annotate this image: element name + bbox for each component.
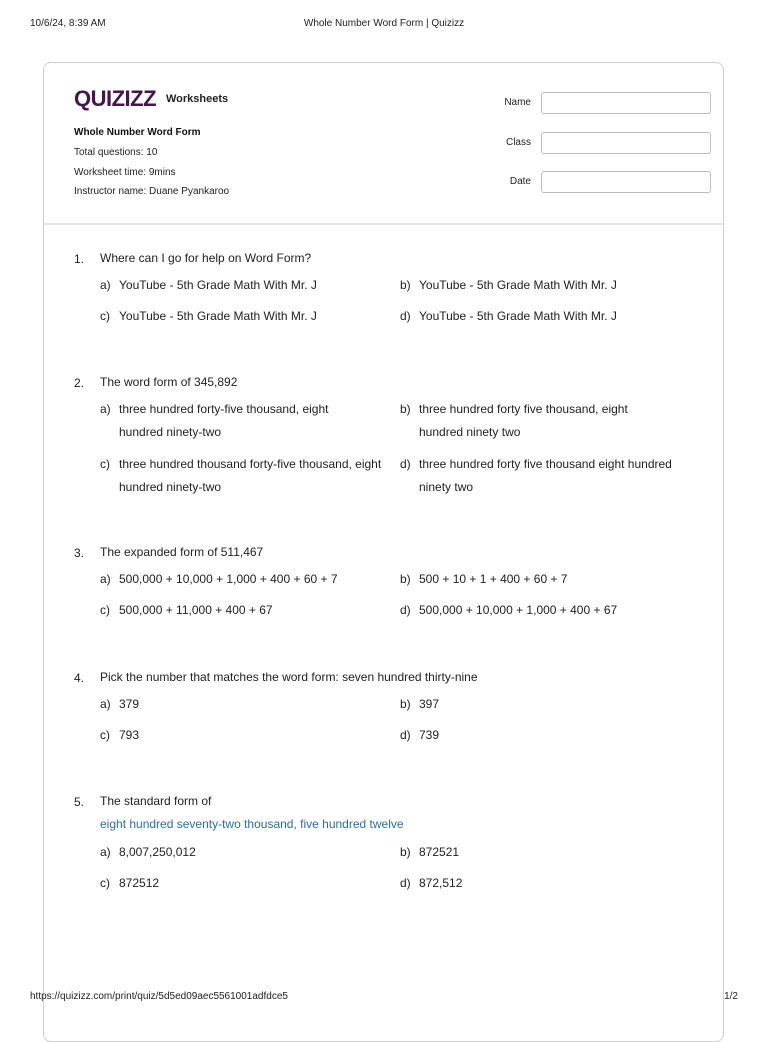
option-b <box>400 274 696 297</box>
date-input[interactable] <box>541 171 711 193</box>
option-letter: c) <box>100 876 110 890</box>
worksheet-card <box>43 62 724 1042</box>
option-text: 500,000 + 10,000 + 1,000 + 400 + 60 + 7 <box>119 572 338 586</box>
question-text: Pick the number that matches the word form: seven hundred thirty-nine <box>100 670 478 684</box>
class-label: Class <box>505 137 531 148</box>
option-text: YouTube - 5th Grade Math With Mr. J <box>119 309 317 323</box>
option-letter: d) <box>400 309 411 323</box>
option-b <box>400 693 696 716</box>
question-text: The expanded form of 511,467 <box>100 545 264 559</box>
option-a <box>100 568 380 591</box>
option-text: 739 <box>419 728 440 742</box>
option-letter: b) <box>400 845 411 859</box>
class-field-group <box>483 132 693 154</box>
name-label: Name <box>504 97 531 108</box>
instructor-name: Instructor name: Duane Pyankaroo <box>74 186 230 197</box>
question-text: Where can I go for help on Word Form? <box>100 251 312 265</box>
question-text <box>100 790 690 836</box>
option-b <box>400 568 696 591</box>
option-letter: c) <box>100 457 110 471</box>
class-input[interactable] <box>541 132 711 154</box>
option-text: 500,000 + 10,000 + 1,000 + 400 + 67 <box>419 603 618 617</box>
option-letter: c) <box>100 603 110 617</box>
option-letter: d) <box>400 876 411 890</box>
print-footer <box>0 991 768 1005</box>
option-text: 397 <box>419 697 440 711</box>
option-letter: d) <box>400 728 411 742</box>
option-letter: a) <box>100 572 111 586</box>
option-text: YouTube - 5th Grade Math With Mr. J <box>419 309 617 323</box>
option-b <box>400 841 696 864</box>
option-d <box>400 724 696 747</box>
name-field-group <box>483 92 693 114</box>
option-a <box>100 398 362 444</box>
option-c <box>100 599 380 622</box>
option-d <box>400 872 696 895</box>
option-text: 500 + 10 + 1 + 400 + 60 + 7 <box>419 572 568 586</box>
worksheet-header <box>44 63 723 225</box>
svg-text:QUIZIZZ: QUIZIZZ <box>74 86 157 111</box>
option-letter: b) <box>400 572 411 586</box>
option-text: three hundred forty five thousand, eight hundred ninety two <box>419 402 628 439</box>
date-field-group <box>483 171 693 193</box>
question-number: 5. <box>74 795 85 809</box>
brand <box>74 85 228 111</box>
option-text: YouTube - 5th Grade Math With Mr. J <box>419 278 617 292</box>
question-number: 2. <box>74 376 85 390</box>
option-letter: b) <box>400 402 411 416</box>
total-questions: Total questions: 10 <box>74 147 158 158</box>
worksheet-title: Whole Number Word Form <box>74 127 201 138</box>
option-text: 8,007,250,012 <box>119 845 196 859</box>
print-datetime: 10/6/24, 8:39 AM <box>30 18 106 29</box>
option-text: 500,000 + 11,000 + 400 + 67 <box>119 603 273 617</box>
question-text-main: The standard form of <box>100 794 212 808</box>
option-letter: d) <box>400 457 411 471</box>
print-page-indicator: 1/2 <box>724 991 738 1002</box>
option-letter: a) <box>100 402 111 416</box>
option-letter: a) <box>100 845 111 859</box>
option-text: three hundred thousand forty-five thousand, eight hundred ninety-two <box>119 457 382 494</box>
option-c <box>100 305 380 328</box>
option-letter: b) <box>400 278 411 292</box>
option-text: three hundred forty-five thousand, eight hundred ninety-two <box>119 402 329 439</box>
option-text: 872521 <box>419 845 460 859</box>
option-c <box>100 872 380 895</box>
name-input[interactable] <box>541 92 711 114</box>
option-text: 793 <box>119 728 140 742</box>
print-url: https://quizizz.com/print/quiz/5d5ed09aec5561001adfdce5 <box>30 991 288 1002</box>
option-text: YouTube - 5th Grade Math With Mr. J <box>119 278 317 292</box>
option-text: 872,512 <box>419 876 463 890</box>
option-a <box>100 693 380 716</box>
option-letter: c) <box>100 309 110 323</box>
option-d <box>400 453 696 499</box>
question-text-accent: eight hundred seventy-two thousand, five hundred twelve <box>100 817 404 831</box>
option-d <box>400 305 696 328</box>
option-letter: b) <box>400 697 411 711</box>
print-header <box>0 18 768 32</box>
logo-subtitle: Worksheets <box>166 93 229 105</box>
question-number: 1. <box>74 252 85 266</box>
option-text: three hundred forty five thousand eight hundred ninety two <box>419 457 672 494</box>
option-c <box>100 453 390 499</box>
option-a <box>100 274 380 297</box>
option-letter: d) <box>400 603 411 617</box>
option-letter: a) <box>100 697 111 711</box>
print-page-title: Whole Number Word Form | Quizizz <box>303 18 465 29</box>
question-number: 3. <box>74 546 85 560</box>
option-letter: a) <box>100 278 111 292</box>
quizizz-logo <box>74 85 160 111</box>
question-text: The word form of 345,892 <box>100 375 238 389</box>
option-text: 379 <box>119 697 140 711</box>
option-c <box>100 724 380 747</box>
option-letter: c) <box>100 728 110 742</box>
question-number: 4. <box>74 671 85 685</box>
worksheet-time: Worksheet time: 9mins <box>74 167 176 178</box>
date-label: Date <box>509 176 531 187</box>
option-d <box>400 599 696 622</box>
option-a <box>100 841 380 864</box>
option-text: 872512 <box>119 876 160 890</box>
option-b <box>400 398 662 444</box>
